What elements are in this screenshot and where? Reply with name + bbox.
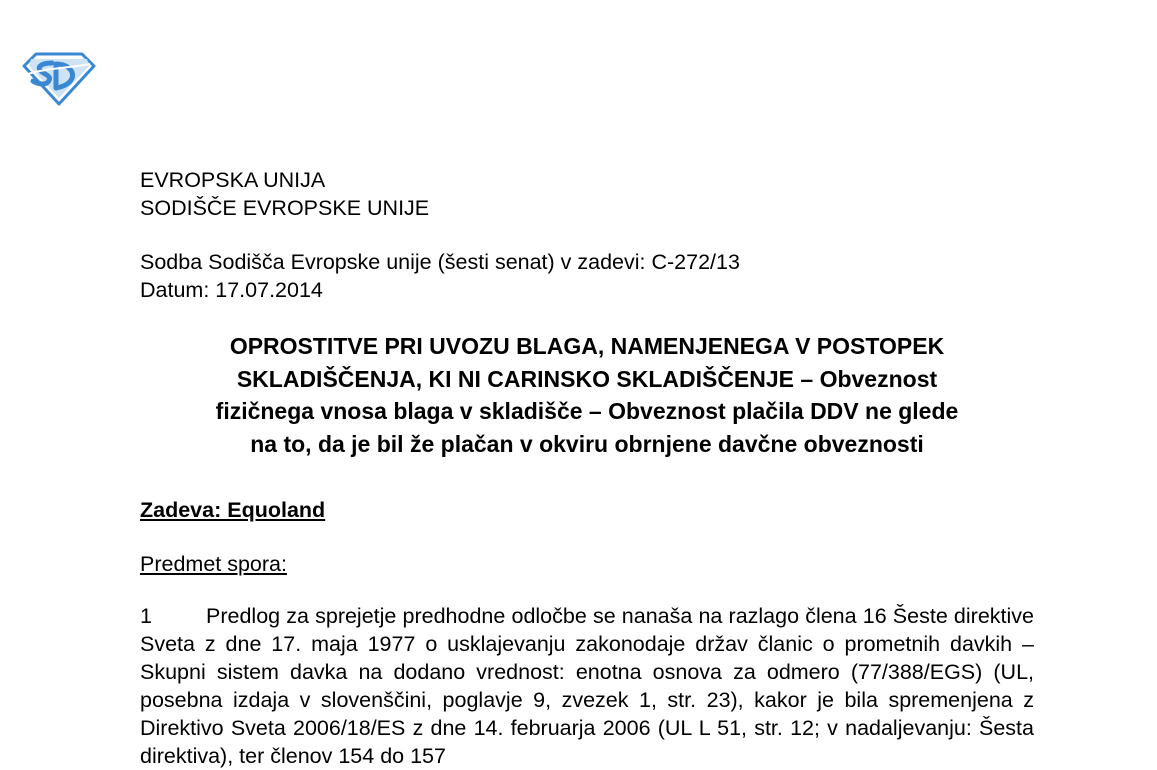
title-line-2: SKLADIŠČENJA, KI NI CARINSKO SKLADIŠČENJE – Obveznost bbox=[236, 365, 938, 392]
case-info bbox=[140, 248, 1034, 304]
title-line-3: fizičnega vnosa blaga v skladišče – Obveznost plačila DDV ne glede bbox=[215, 398, 959, 424]
header-line-2: SODIŠČE EVROPSKE UNIJE bbox=[140, 196, 430, 220]
paragraph-text: Predlog za sprejetje predhodne odločbe se nanaša na razlago člena 16 Šeste direktive Sveta z dne 17. maja 1977 o usklajevanju zakonodaje držav članic o prometnih davkih – Skupni sistem davka na dodano vrednost: enotna osnova za odmero (77/388/EGS) (UL, posebna izdaja v slovenščini, poglavje 9, zvezek 1, str. 23), kakor je bila spremenjena z Direktivo Sveta 2006/18/ES z dne 14. februarja 2006 (UL L 51, str. 12; v nadaljevanju: Šesta direktiva), ter členov 154 do 157 bbox=[140, 604, 1034, 768]
zadeva-heading: Zadeva: Equoland bbox=[140, 498, 326, 522]
predmet-heading: Predmet spora: bbox=[140, 552, 287, 576]
paragraph-1 bbox=[140, 602, 1034, 770]
case-ruling: Sodba Sodišča Evropske unije (šesti senat) v zadevi: C-272/13 bbox=[140, 250, 740, 274]
case-date: Datum: 17.07.2014 bbox=[140, 278, 323, 302]
paragraph-number: 1 bbox=[140, 604, 152, 628]
title-line-4: na to, da je bil že plačan v okviru obrnjene davčne obveznosti bbox=[250, 430, 924, 457]
document-body bbox=[140, 166, 1034, 770]
header-line-1: EVROPSKA UNIJA bbox=[140, 168, 326, 192]
header bbox=[140, 166, 1034, 222]
title-line-1: OPROSTITVE PRI UVOZU BLAGA, NAMENJENEGA V POSTOPEK bbox=[229, 333, 945, 359]
document-title bbox=[140, 330, 1034, 460]
sd-logo bbox=[22, 50, 96, 106]
